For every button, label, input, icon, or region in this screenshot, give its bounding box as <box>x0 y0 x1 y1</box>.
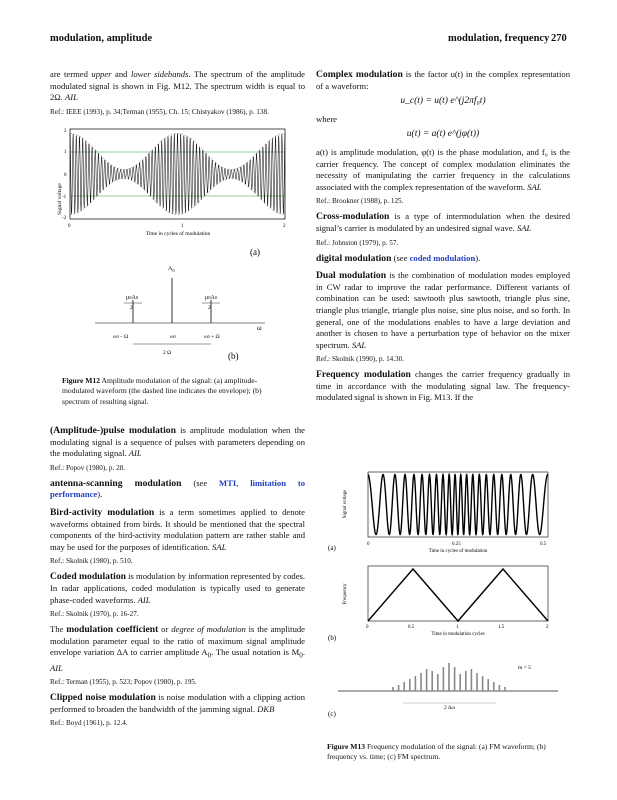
fm-waveform <box>368 475 548 535</box>
panel-label-a: (a) <box>250 247 260 257</box>
entry-cross-modulation: Cross-modulation is a type of intermodulation when the desired signal’s carrier is modulated by an undesired signal wave. SAL <box>316 211 570 233</box>
upper-sideband-amplitude: μ0A0 <box>205 295 218 301</box>
figure-m13-caption: Figure M13 Frequency modulation of the signal: (a) FM waveform; (b) frequency vs. time; (c) FM spectrum. <box>327 742 546 762</box>
reference: Ref.: Skolnik (1990), p. 14.30. <box>316 355 405 364</box>
running-head-right: modulation, frequency <box>448 33 550 44</box>
equation-complex-envelope: u(t) = a(t) e^(jφ(t)) <box>406 129 480 140</box>
entry-digital-modulation: digital modulation (see coded modulation). <box>316 252 481 264</box>
y-tick: 1 <box>64 150 67 155</box>
x-tick: 0.5 <box>540 542 547 547</box>
x-tick: 1.5 <box>498 625 505 630</box>
frequency-axis-symbol: ω <box>257 324 262 332</box>
am-waveform <box>70 134 285 214</box>
carrier-amplitude: $A_0$ <box>168 266 175 273</box>
x-tick: 0.25 <box>452 542 461 547</box>
x-axis-label: Time in modulation cycles <box>431 632 485 637</box>
panel-label-b: (b) <box>328 634 337 642</box>
reference: Ref.: Boyd (1961), p. 12.4. <box>50 719 128 728</box>
x-tick: 2 <box>546 625 549 630</box>
reference: Ref.: Brookner (1988), p. 125. <box>316 197 404 206</box>
x-axis-label: Time in cycles of modulation <box>428 549 488 554</box>
entry-complex-modulation: Complex modulation is the factor u(t) in the complex representation of a waveform: <box>316 69 570 91</box>
lower-sideband-amplitude: μ0A0 <box>126 295 139 301</box>
y-axis-label: Frequency <box>343 583 348 605</box>
entry-modulation-coefficient: The modulation coefficient or degree of modulation is the amplitude modulation parameter equal to the ratio of maximum signal amplitude envelope variation ΔA to carrier amplitude $A_0$. The usual notation is $M_0$. AIL <box>50 624 305 673</box>
spectrum-width: 2 Ω <box>163 350 172 356</box>
reference: Ref.: Johnston (1979), p. 57. <box>316 238 399 247</box>
x-tick: 1 <box>181 224 184 229</box>
entry-coded-modulation: Coded modulation is modulation by information represented by codes. In radar applications, coded modulation is typically used to generate phase-coded waveforms. AIL <box>50 571 306 605</box>
link-mti[interactable]: MTI <box>219 477 237 488</box>
triangle-frequency-law <box>368 569 548 621</box>
reference: Ref.: Popov (1980), p. 28. <box>50 463 126 472</box>
equation-complex-signal: u_c(t) = u(t) e^(j2πf₀t) <box>400 96 486 107</box>
reference: Ref.: IEEE (1993), p. 34;Terman (1955), Ch. 15; Chistyakov (1986), p. 138. <box>50 107 269 116</box>
lower-sideband-freq: ω0 – Ω <box>113 334 129 340</box>
link-limitation-to-performance[interactable]: limitation to performance <box>50 477 306 500</box>
entry-bird-activity: Bird-activity modulation is a term sometimes applied to denote waveforms obtained from birds. It should be mentioned that the spectral components of the bird-activity modulation pattern are rather stable and may be used for the purposes of identification. SAL <box>50 506 305 552</box>
y-tick: -2 <box>62 216 67 221</box>
carrier-freq: ω0 <box>170 334 176 340</box>
figure-m12-caption: Figure M12 Amplitude modulation of the signal: (a) amplitude-modulated waveform (the dashed line indicates the envelope); (b) spectrum of resulting signal. <box>62 376 262 406</box>
sideband-paragraph: are termed upper and lower sidebands. The spectrum of the amplitude modulated signal is shown in Fig. M12. The spectrum width is equal to 2Ω. AIL <box>50 69 305 103</box>
panel-label-a: (a) <box>328 544 336 552</box>
right-column-entries <box>316 69 570 407</box>
reference: Ref.: Terman (1955), p. 523; Popov (1980), p. 195. <box>50 678 197 687</box>
modulation-index: m = 5 <box>518 665 531 671</box>
x-tick: 0 <box>367 542 370 547</box>
y-tick: 2 <box>64 129 67 134</box>
frequency-vs-time-panel <box>328 566 549 642</box>
x-tick: 0 <box>366 625 369 630</box>
figure-m13-fm <box>318 466 568 740</box>
running-head-left: modulation, amplitude <box>50 33 153 44</box>
entry-clipped-noise: Clipped noise modulation is noise modulation with a clipping action performed to broaden the bandwidth of the jamming signal. DKB <box>50 692 305 714</box>
x-tick: 1 <box>456 625 459 630</box>
y-axis-label: Signal voltage <box>343 489 348 519</box>
deviation-label: 2 Δω <box>444 705 455 711</box>
left-column-entries <box>50 425 305 733</box>
figure-m12b-am-spectrum <box>50 258 300 372</box>
upper-sideband-freq: ω0 + Ω <box>204 334 220 340</box>
y-tick: 0 <box>64 173 67 178</box>
x-axis-label: Time in cycles of modulation <box>145 231 211 237</box>
entry-pulse-modulation: (Amplitude-)pulse modulation is amplitude modulation when the modulating signal is a sequence of pulses with parameters depending on the modulating signal. AIL <box>50 425 305 459</box>
link-coded-modulation[interactable]: coded modulation <box>409 252 476 263</box>
x-tick: 0 <box>68 224 71 229</box>
figure-m12a-am-waveform <box>50 124 300 260</box>
envelope-lower <box>70 179 285 215</box>
svg-text:2: 2 <box>208 305 211 311</box>
left-column-top <box>50 69 305 122</box>
x-tick: 2 <box>283 224 286 229</box>
panel-label-c: (c) <box>328 710 336 718</box>
page-number: 270 <box>551 33 567 44</box>
fm-spectrum-panel <box>328 663 558 718</box>
fm-waveform-panel <box>328 472 548 554</box>
svg-text:2: 2 <box>130 305 133 311</box>
panel-label-b: (b) <box>228 351 239 361</box>
entry-antenna-scanning: antenna-scanning modulation (see MTI, limitation to performance). <box>50 477 306 500</box>
x-tick: 0.5 <box>408 625 415 630</box>
where-label: where <box>316 113 337 124</box>
entry-dual-modulation: Dual modulation is the combination of modulation modes employed in CW radar to improve the radar performance. Different variants of combination can be used: sawtooth plus sawtooth, triangle plus sine, triangle plus triangle, triangle plus noise, sine plus noise, and so forth. In general, one of the modulations enables to have a large deviation and another is chosen to have a perturbation type of behavior on the mixer spectrum. SAL <box>316 270 570 350</box>
complex-modulation-explanation: a(t) is amplitude modulation, φ(t) is the phase modulation, and f₀ is the carrier frequency. The concept of complex modulation eliminates the necessity of manipulating the carrier frequency in the calculations associated with the complex representation of the waveform. SAL <box>316 146 570 192</box>
y-tick: -1 <box>62 195 67 200</box>
y-axis-label: Signal voltage <box>57 183 63 215</box>
entry-frequency-modulation: Frequency modulation changes the carrier frequency gradually in time in accordance with the modulating signal law. The frequency-modulated signal is shown in Fig. M13. If the <box>316 369 570 403</box>
reference: Ref.: Skolnik (1970), p. 16-27. <box>50 610 139 619</box>
reference: Ref.: Skolnik (1980), p. 510. <box>50 557 133 566</box>
